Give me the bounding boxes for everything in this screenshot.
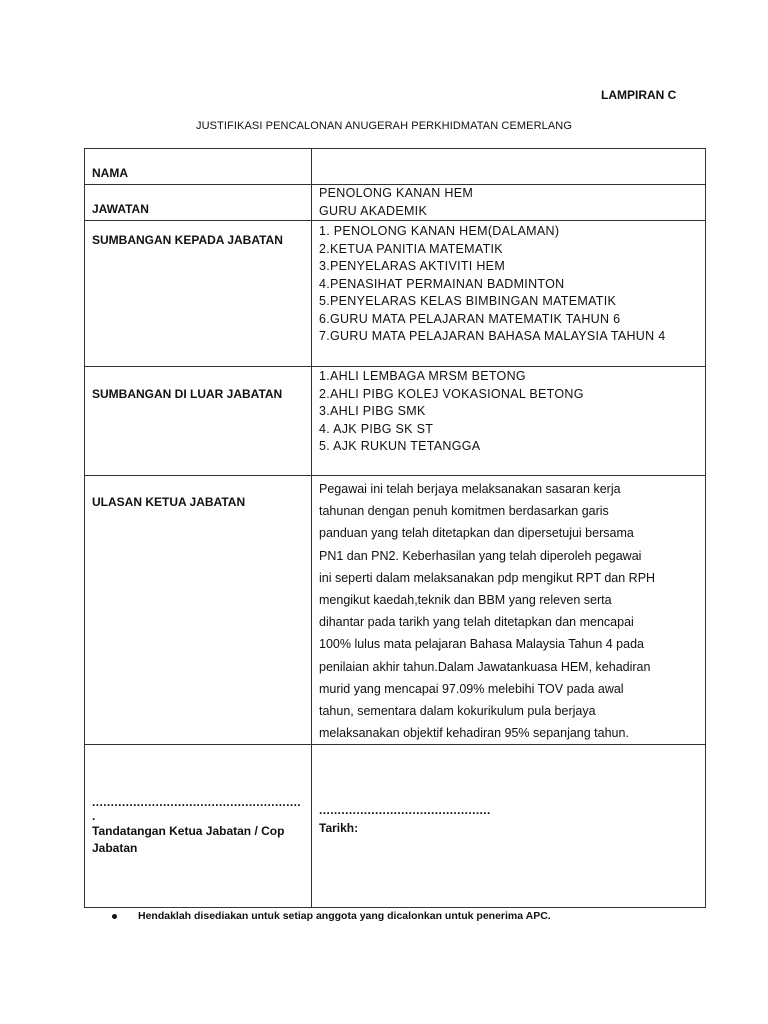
jawatan-label-cell <box>85 185 312 221</box>
ulasan-line: panduan yang telah ditetapkan dan dipersetujui bersama <box>319 526 634 541</box>
row-signature <box>85 745 706 908</box>
jawatan-value-line: PENOLONG KANAN HEM <box>319 186 474 200</box>
signature-label-line2: Jabatan <box>92 841 138 856</box>
signature-cell <box>85 745 312 908</box>
sumbangan-dalam-label-cell <box>85 221 312 367</box>
ulasan-line: penilaian akhir tahun.Dalam Jawatankuasa HEM, kehadiran <box>319 659 651 674</box>
nama-value-cell <box>312 149 706 185</box>
sumbangan-luar-label-cell <box>85 367 312 476</box>
list-item: 2.AHLI PIBG KOLEJ VOKASIONAL BETONG <box>319 386 584 401</box>
sumbangan-luar-label: SUMBANGAN DI LUAR JABATAN <box>92 387 283 401</box>
ulasan-line: Pegawai ini telah berjaya melaksanakan sasaran kerja <box>319 482 621 496</box>
ulasan-line: melaksanakan objektif kehadiran 95% sepanjang tahun. <box>319 726 629 741</box>
row-nama <box>85 149 706 185</box>
sumbangan-luar-value-cell <box>312 367 706 476</box>
row-jawatan <box>85 185 706 221</box>
ulasan-line: PN1 dan PN2. Keberhasilan yang telah diperoleh pegawai <box>319 548 642 563</box>
sumbangan-dalam-list <box>312 221 705 346</box>
bullet-icon <box>112 914 117 919</box>
ulasan-paragraph <box>312 476 705 744</box>
list-item: 4. AJK PIBG SK ST <box>319 421 434 436</box>
tarikh-label: Tarikh: <box>319 821 359 836</box>
list-item: 1.AHLI LEMBAGA MRSM BETONG <box>319 369 526 383</box>
nama-label: NAMA <box>92 166 128 180</box>
list-item: 3.AHLI PIBG SMK <box>319 404 426 418</box>
ulasan-value-cell <box>312 476 706 745</box>
list-item: 1. PENOLONG KANAN HEM(DALAMAN) <box>319 224 560 238</box>
row-sumbangan-dalam <box>85 221 706 367</box>
footer-note-text: Hendaklah disediakan untuk setiap anggota yang dicalonkan untuk penerima APC. <box>138 910 551 922</box>
nama-label-cell <box>85 149 312 185</box>
nomination-form-table <box>84 148 706 908</box>
tarikh-cell <box>312 745 706 908</box>
lampiran-label: LAMPIRAN C <box>601 88 677 102</box>
row-sumbangan-luar <box>85 367 706 476</box>
list-item: 6.GURU MATA PELAJARAN MATEMATIK TAHUN 6 <box>319 311 621 326</box>
ulasan-line: mengikut kaedah,teknik dan BBM yang releven serta <box>319 593 612 608</box>
document-title: JUSTIFIKASI PENCALONAN ANUGERAH PERKHIDMATAN CEMERLANG <box>196 120 572 132</box>
ulasan-line: ini seperti dalam melaksanakan pdp mengikut RPT dan RPH <box>319 570 656 585</box>
jawatan-value-line: GURU AKADEMIK <box>319 203 428 218</box>
list-item: 3.PENYELARAS AKTIVITI HEM <box>319 259 506 273</box>
ulasan-label: ULASAN KETUA JABATAN <box>92 495 246 509</box>
ulasan-line: tahun, sementara dalam kokurikulum pula berjaya <box>319 704 596 719</box>
signature-line: ........................................................ <box>92 795 302 810</box>
row-ulasan <box>85 476 706 745</box>
list-item: 7.GURU MATA PELAJARAN BAHASA MALAYSIA TAHUN 4 <box>319 329 666 343</box>
ulasan-line: tahunan dengan penuh komitmen berdasarkan garis <box>319 504 609 519</box>
jawatan-label: JAWATAN <box>92 202 149 216</box>
list-item: 5. AJK RUKUN TETANGGA <box>319 439 481 453</box>
jawatan-value-list <box>312 185 705 220</box>
jawatan-value-cell <box>312 185 706 221</box>
signature-line-tail: . <box>92 809 96 824</box>
tarikh-line: .............................................. <box>319 803 491 818</box>
sumbangan-luar-list <box>312 367 705 456</box>
ulasan-line: murid yang mencapai 97.09% melebihi TOV pada awal <box>319 681 624 696</box>
list-item: 5.PENYELARAS KELAS BIMBINGAN MATEMATIK <box>319 294 617 308</box>
list-item: 4.PENASIHAT PERMAINAN BADMINTON <box>319 276 565 291</box>
footer-note <box>112 910 551 922</box>
ulasan-label-cell <box>85 476 312 745</box>
sumbangan-dalam-label: SUMBANGAN KEPADA JABATAN <box>92 233 283 247</box>
signature-label: Tandatangan Ketua Jabatan / Cop <box>92 824 285 839</box>
sumbangan-dalam-value-cell <box>312 221 706 367</box>
list-item: 2.KETUA PANITIA MATEMATIK <box>319 241 503 256</box>
ulasan-line: 100% lulus mata pelajaran Bahasa Malaysia Tahun 4 pada <box>319 637 644 652</box>
ulasan-line: dihantar pada tarikh yang telah ditetapkan dan mencapai <box>319 615 634 630</box>
